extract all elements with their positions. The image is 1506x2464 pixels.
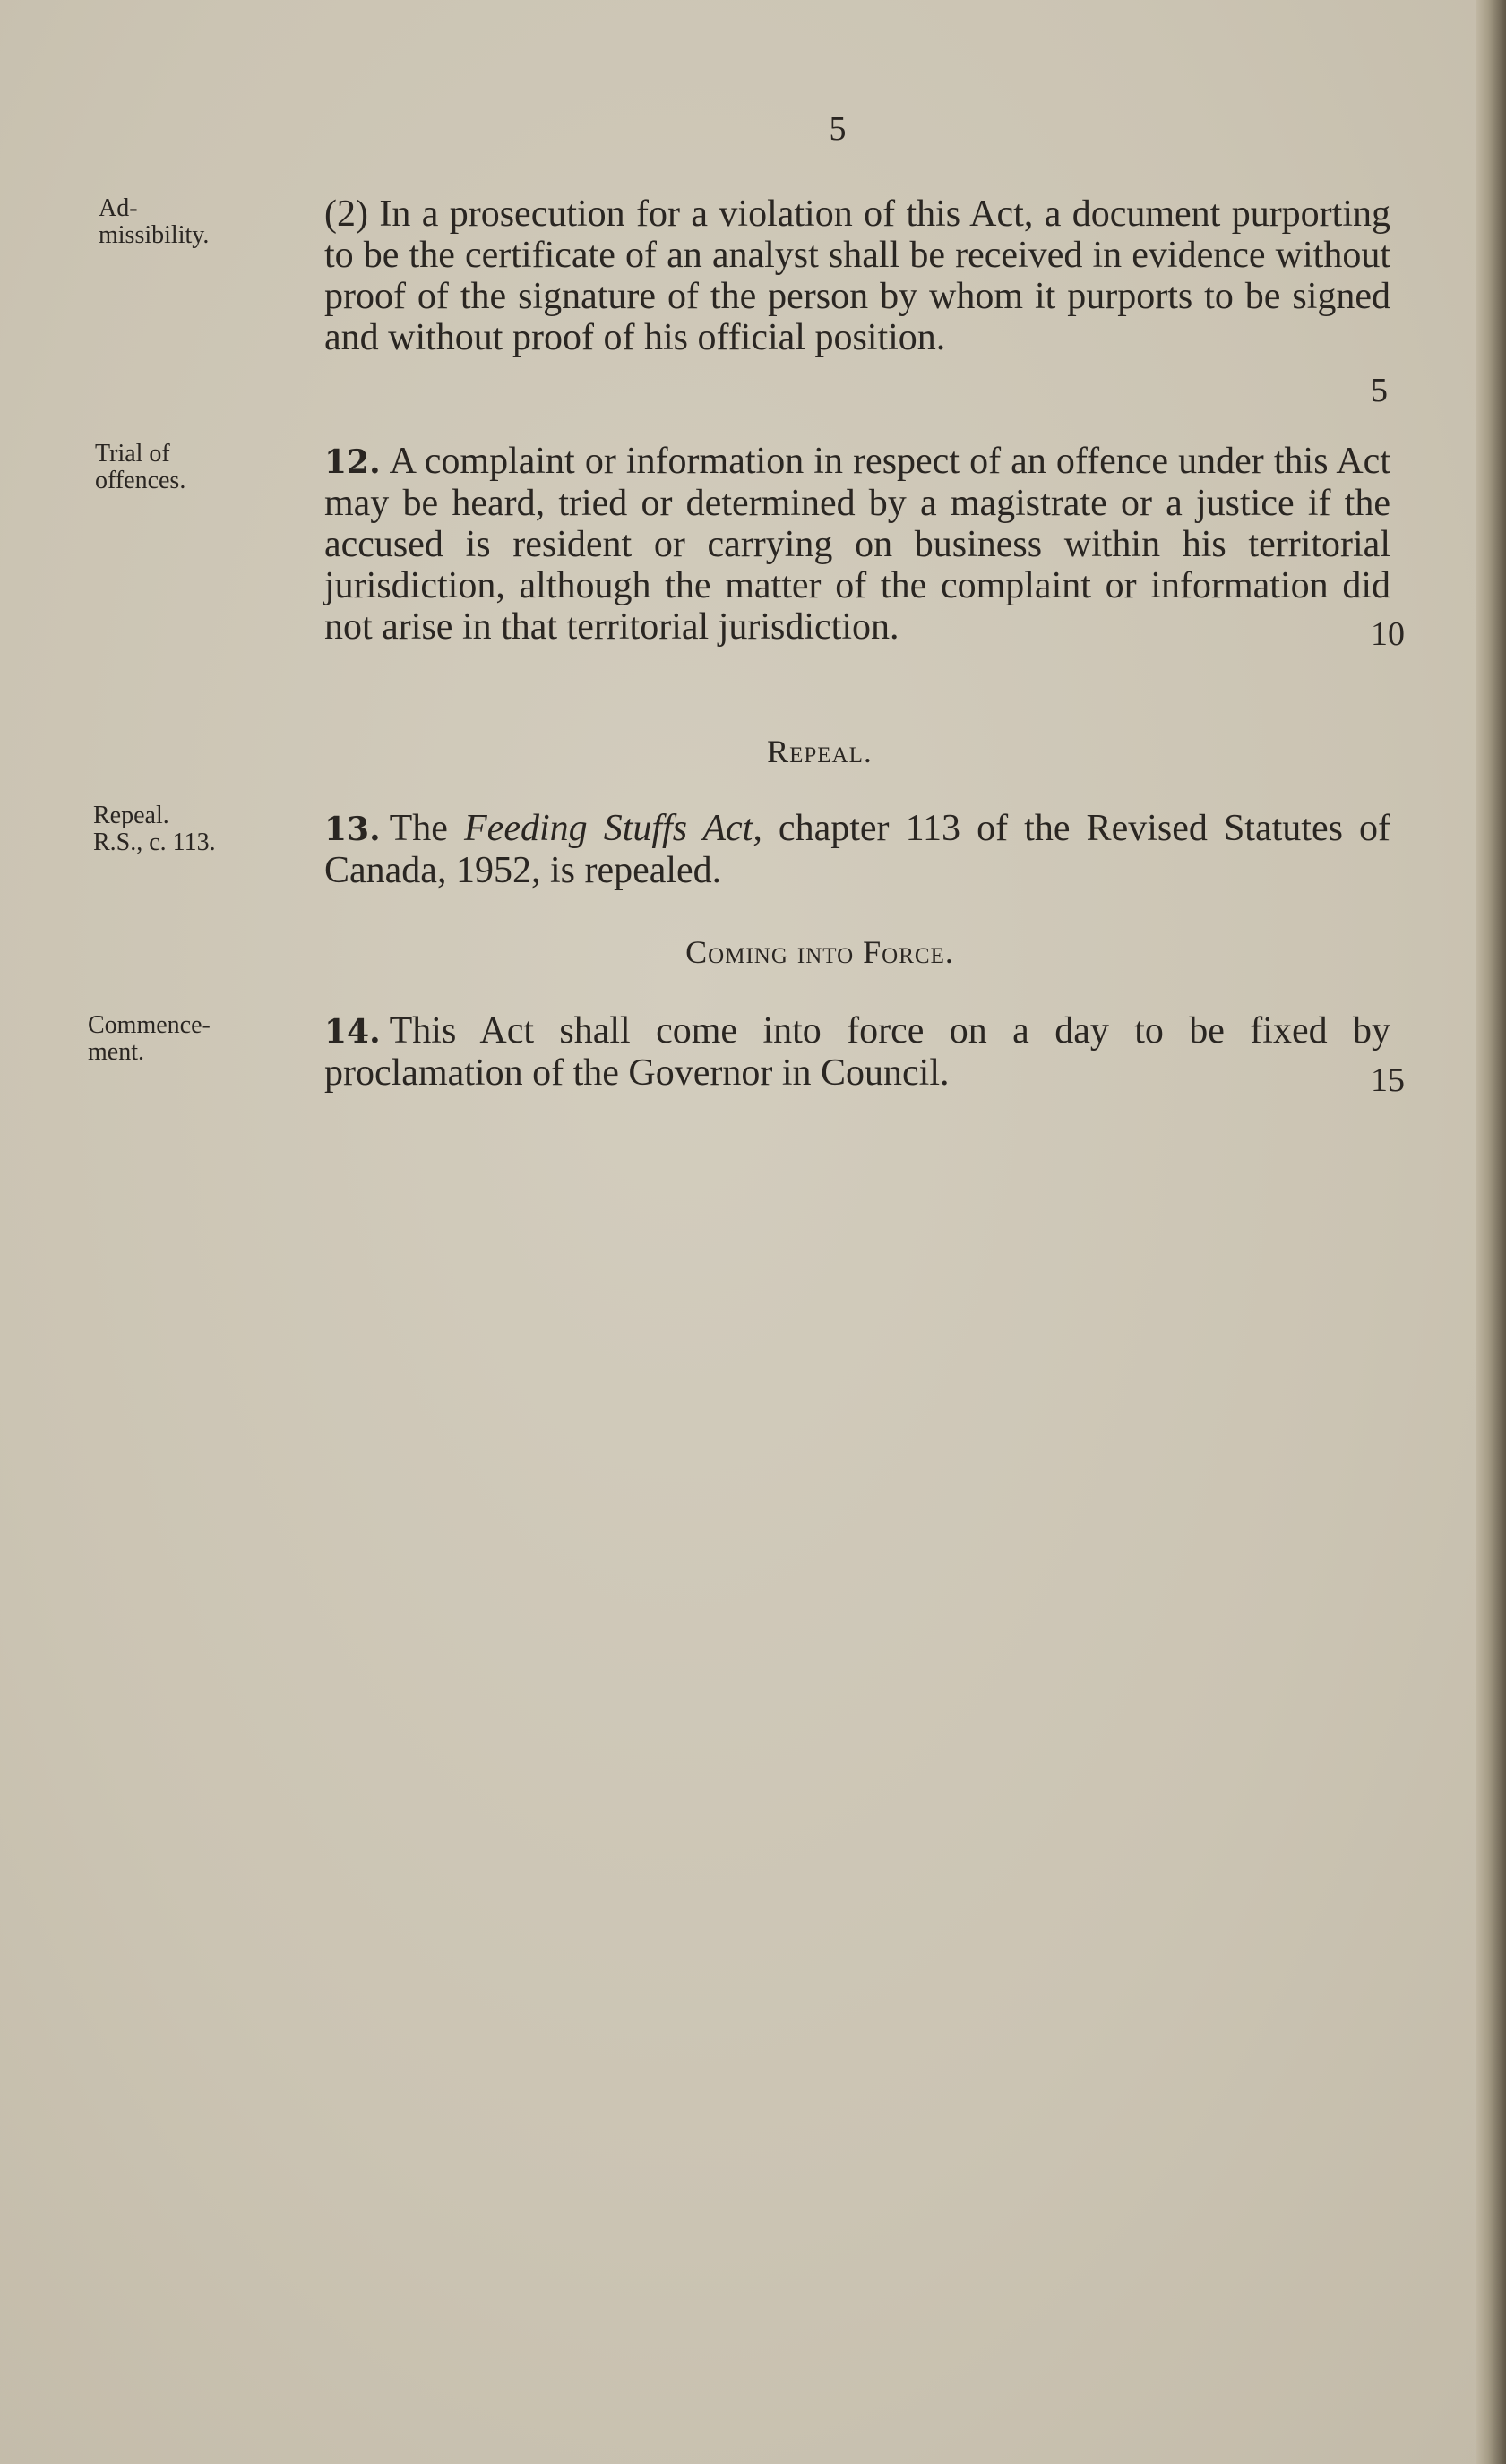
margin-note-line: offences. [95,467,186,494]
section-12 [287,441,1390,648]
section-text: This Act shall come into force on a day to be fixed by proclamation of the Governor in Council. [324,1010,1390,1094]
margin-note-repeal [93,803,216,856]
margin-note-line: Ad- [99,194,138,222]
page-number: 5 [829,110,847,148]
section-number: 12. [324,443,381,481]
section-14 [287,1010,1390,1094]
section-text: A complaint or information in respect of an offence under this Act may be heard, tried or determined by a magistrate or a justice if the accused is resident or carrying on business within his territorial jurisdiction, although the matter of the complaint or information did not arise in that territorial jurisdiction. [324,441,1390,648]
margin-note-line: Trial of [95,440,170,468]
line-number-10: 10 [1371,615,1405,653]
margin-note-admissibility [99,195,209,249]
section-11-2 [287,193,1390,358]
line-number-15: 15 [1371,1061,1405,1099]
page-edge-shadow [1476,0,1506,2464]
margin-note-line: R.S., c. 113. [93,828,216,856]
margin-note-trial [95,441,185,494]
section-text: In a prosecution for a violation of this Act, a document purporting to be the certificate of an analyst shall be received in evidence without proof of the signature of the person by whom it purports to be signed and without proof of his official position. [324,193,1391,358]
section-number: 13. [324,811,381,848]
section-13 [287,808,1390,891]
margin-note-line: ment. [88,1038,144,1066]
heading-coming-into-force: Coming into Force. [685,934,954,970]
line-number-5: 5 [1371,372,1388,409]
section-text-post: chapter 113 of the Revised Statutes of Canada, 1952, is repealed. [324,808,1390,891]
act-title: Feeding Stuffs Act, [464,808,762,849]
section-number: 14. [324,1013,381,1051]
heading-repeal: Repeal. [767,734,873,769]
section-text-pre: The [389,808,448,849]
subsection-label: (2) [324,193,368,235]
margin-note-line: missibility. [99,221,210,249]
margin-note-commencement [88,1012,211,1066]
margin-note-line: Commence- [88,1011,211,1039]
margin-note-line: Repeal. [93,802,169,829]
